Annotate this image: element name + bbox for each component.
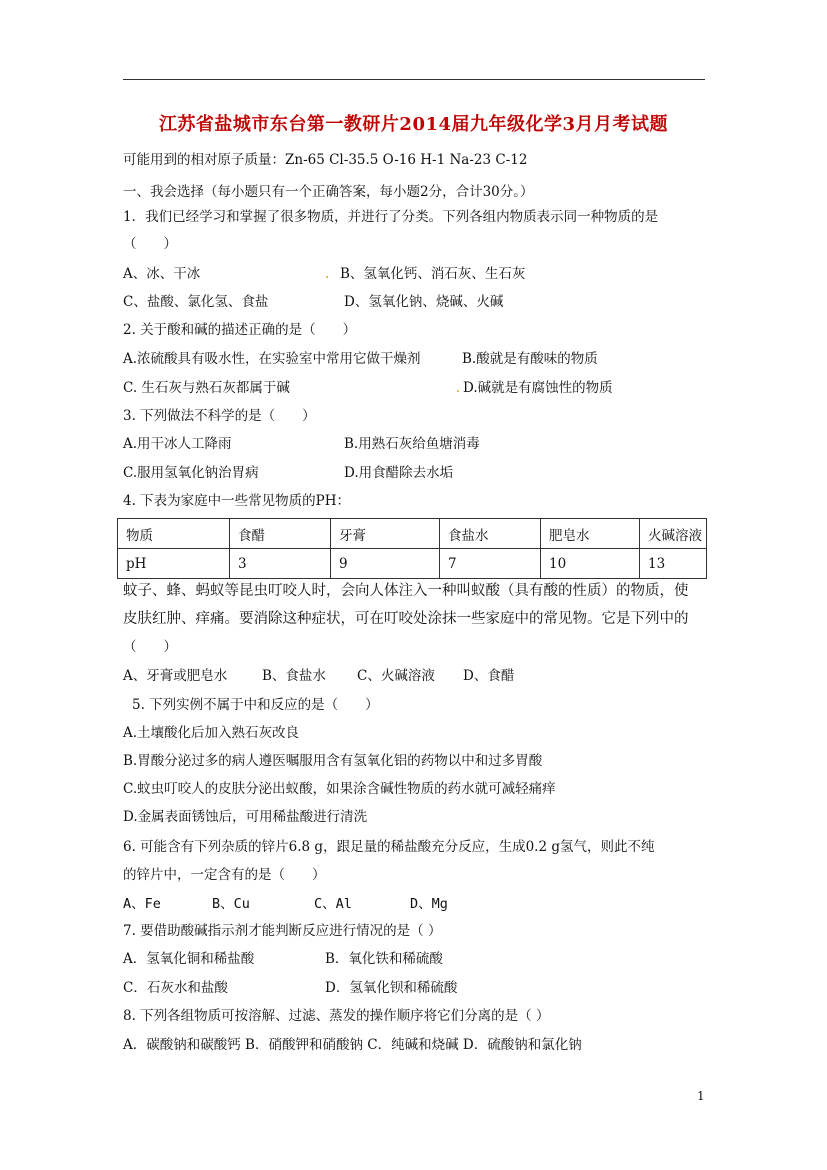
q6-option-d: D、Mg (410, 896, 448, 912)
q6-option-c: C、Al (314, 896, 352, 912)
table-cell: 食盐水 (440, 519, 541, 549)
section-heading: 一、我会选择（每小题只有一个正确答案，每小题2分，合计30分。） (123, 184, 534, 200)
table-cell: 9 (331, 549, 440, 579)
table-cell: 13 (640, 549, 707, 579)
q1-option-d: D、氢氧化钠、烧碱、火碱 (344, 294, 504, 310)
q7-option-d: D．氢氧化钡和稀硫酸 (325, 980, 458, 996)
q7-option-c: C．石灰水和盐酸 (123, 980, 228, 996)
table-row (118, 549, 707, 579)
q7-option-a: A．氢氧化铜和稀盐酸 (123, 951, 255, 967)
q3-option-b: B.用熟石灰给鱼塘消毒 (344, 436, 480, 452)
q3-stem: 3. 下列做法不科学的是（ ） (123, 408, 316, 424)
q1-option-b: B、氢氧化钙、消石灰、生石灰 (340, 266, 526, 282)
table-cell: 肥皂水 (541, 519, 640, 549)
q5-option-a: A.土壤酸化后加入熟石灰改良 (123, 725, 300, 741)
q6-stem-2: 的锌片中，一定含有的是（ ） (123, 867, 326, 883)
q5-option-d: D.金属表面锈蚀后，可用稀盐酸进行清洗 (123, 809, 368, 825)
q2-option-a: A.浓硫酸具有吸水性，在实验室中常用它做干燥剂 (123, 351, 421, 367)
table-row (118, 519, 707, 549)
q8-options: A．碳酸钠和碳酸钙 B．硝酸钾和硝酸钠 C．纯碱和烧碱 D．硫酸钠和氯化钠 (123, 1037, 582, 1053)
table-cell: 7 (440, 549, 541, 579)
q6-stem-1: 6. 可能含有下列杂质的锌片6.8 g，跟足量的稀盐酸充分反应，生成0.2 g氢气，则此不纯 (123, 839, 655, 855)
q5-option-c: C.蚊虫叮咬人的皮肤分泌出蚁酸，如果涂含碱性物质的药水就可减轻痛痒 (123, 781, 556, 797)
q7-option-b: B．氧化铁和稀硫酸 (325, 951, 443, 967)
q3-option-d: D.用食醋除去水垢 (344, 465, 454, 481)
ph-table (117, 518, 707, 579)
q1-stem: 1．我们已经学习和掌握了很多物质，并进行了分类。下列各组内物质表示同一种物质的是 (123, 209, 659, 225)
q8-stem: 8. 下列各组物质可按溶解、过滤、蒸发的操作顺序将它们分离的是（ ） (123, 1008, 550, 1024)
q3-option-a: A.用干冰人工降雨 (123, 436, 232, 452)
q4-stem: 4. 下表为家庭中一些常见物质的PH： (123, 493, 351, 509)
q4-option-d: D、食醋 (463, 668, 515, 684)
q1-option-c: C、盐酸、氯化氢、食盐 (123, 294, 269, 310)
q5-stem: 5. 下列实例不属于中和反应的是（ ） (132, 697, 379, 713)
table-cell: 3 (230, 549, 331, 579)
q4-text-2: 皮肤红肿、痒痛。要消除这种症状，可在叮咬处涂抹一些家庭中的常见物。它是下列中的 (123, 611, 689, 627)
q1-paren: （ ） (123, 236, 177, 252)
table-cell: 物质 (118, 519, 230, 549)
q4-paren: （ ） (123, 639, 177, 655)
header-rule (123, 79, 705, 80)
q3-option-c: C.服用氢氧化钠治胃病 (123, 465, 259, 481)
q2-stem: 2. 关于酸和碱的描述正确的是（ ） (123, 322, 357, 338)
q2-option-c: C. 生石灰与熟石灰都属于碱 (123, 380, 290, 396)
q6-option-a: A、Fe (123, 896, 161, 912)
q5-option-b: B.胃酸分泌过多的病人遵医嘱服用含有氢氧化铝的药物以中和过多胃酸 (123, 753, 543, 769)
q4-text-1: 蚊子、蜂、蚂蚁等昆虫叮咬人时，会向人体注入一种叫蚁酸（具有酸的性质）的物质，使 (123, 583, 689, 599)
q1-option-a: A、冰、干冰 (123, 266, 201, 282)
table-cell: 牙膏 (331, 519, 440, 549)
q4-option-a: A、牙膏或肥皂水 (123, 668, 228, 684)
table-cell: 10 (541, 549, 640, 579)
q2-dot: . (456, 380, 461, 396)
table-cell: pH (118, 549, 230, 579)
q2-option-b: B.酸就是有酸味的物质 (462, 351, 598, 367)
atomic-masses: 可能用到的相对原子质量：Zn-65 Cl-35.5 O-16 H-1 Na-23 C-12 (123, 152, 528, 168)
page-number: 1 (697, 1089, 705, 1103)
page-title: 江苏省盐城市东台第一教研片2014届九年级化学3月月考试题 (158, 114, 669, 135)
table-cell: 食醋 (230, 519, 331, 549)
q4-option-b: B、食盐水 (262, 668, 326, 684)
table-cell: 火碱溶液 (640, 519, 707, 549)
q4-option-c: C、火碱溶液 (357, 668, 435, 684)
q1-dot: . (325, 266, 330, 282)
q2-option-d: D.碱就是有腐蚀性的物质 (463, 380, 613, 396)
q7-stem: 7. 要借助酸碱指示剂才能判断反应进行情况的是（ ） (123, 923, 442, 939)
q6-option-b: B、Cu (212, 896, 250, 912)
